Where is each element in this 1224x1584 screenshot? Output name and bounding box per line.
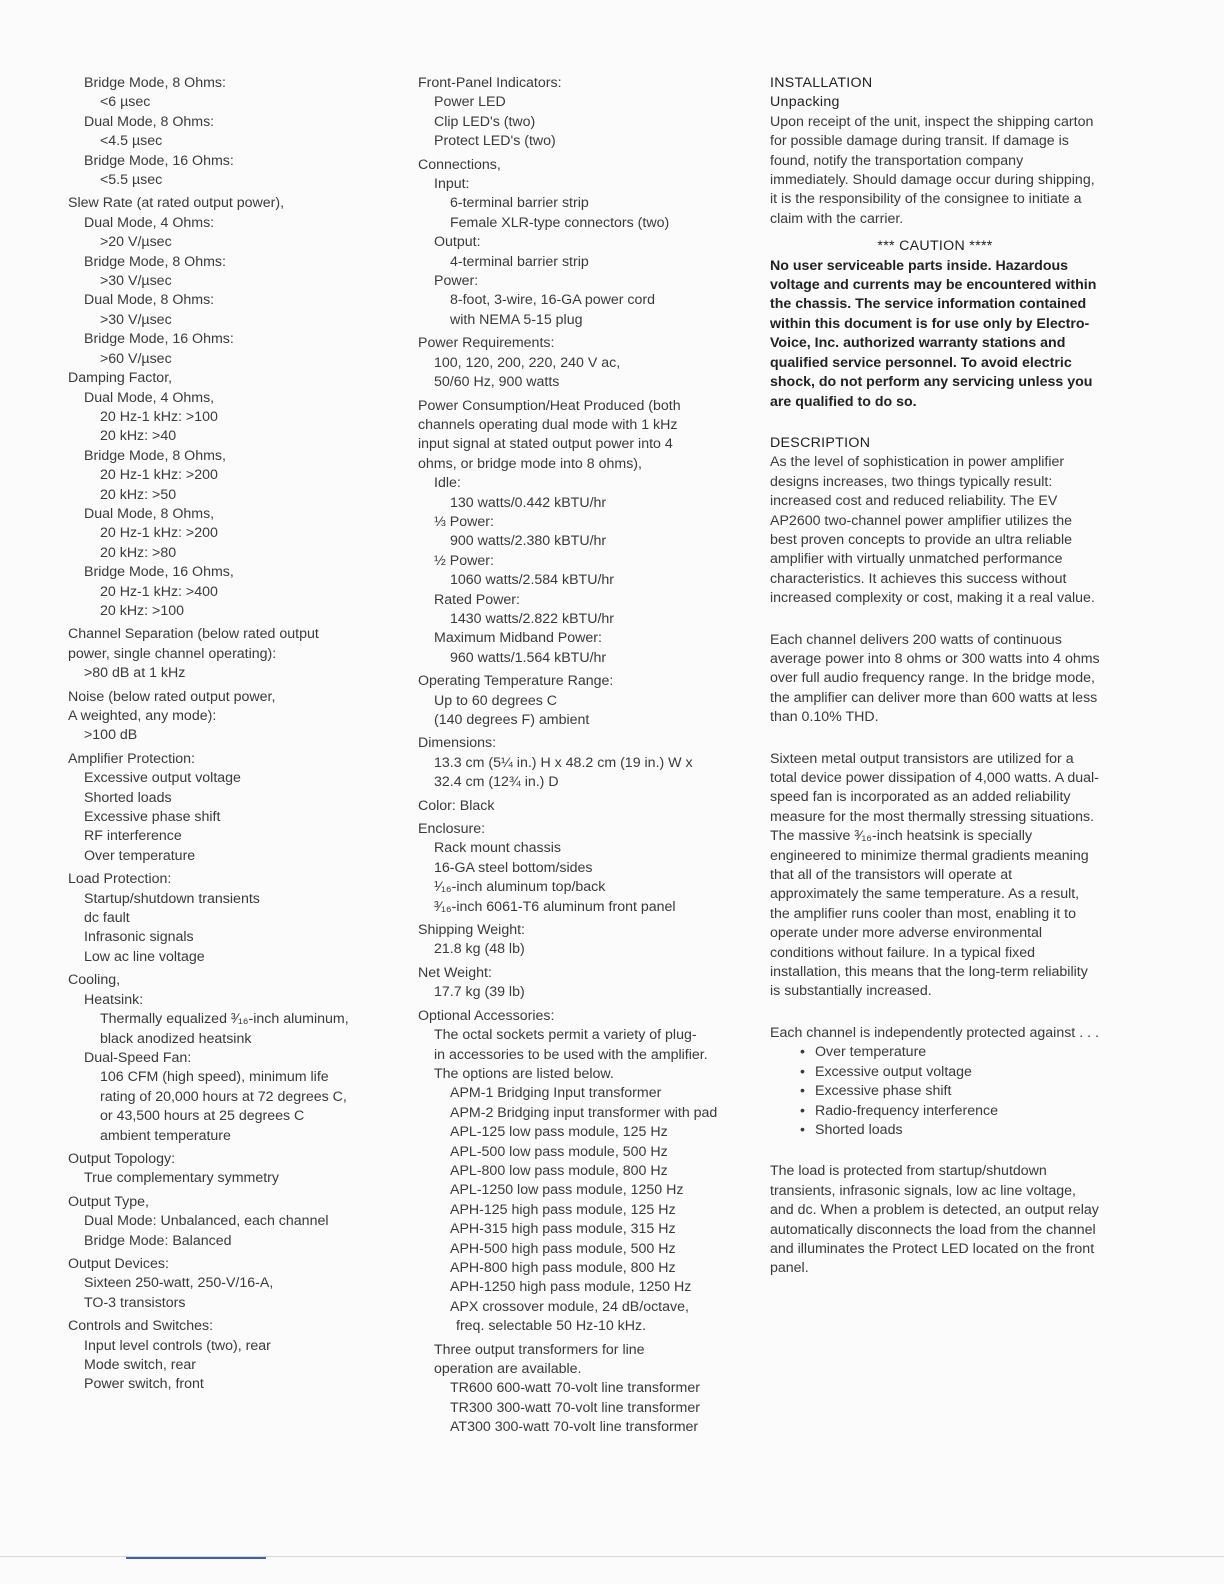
spec-line: Amplifier Protection: [68, 750, 195, 767]
spec-line: A weighted, any mode): [68, 708, 217, 724]
spec-line: APL-800 low pass module, 800 Hz [450, 1162, 668, 1179]
spec-line: Three output transformers for line [434, 1341, 645, 1358]
spec-line: TO-3 transistors [84, 1294, 186, 1311]
blue-underline-mark [126, 1557, 266, 1559]
spec-line: Shipping Weight: [418, 922, 526, 939]
spec-line: Protect LED's (two) [434, 133, 556, 150]
spec-line: 50/60 Hz, 900 watts [434, 374, 560, 391]
spec-line: 1430 watts/2.822 kBTU/hr [450, 610, 615, 627]
unpacking-text: Upon receipt of the unit, inspect the shipping carton for possible damage during transit. If damage is found, notify the transportation company immediately. Should damage occur during shipping, it is the responsibility of the consignee to initiate a claim with the carrier. [770, 113, 1095, 227]
spec-line: Dual Mode, 8 Ohms: [84, 113, 215, 130]
installation-description-column [770, 74, 1100, 1279]
spec-line: Bridge Mode, 16 Ohms, [84, 564, 234, 581]
spec-line: Rated Power: [434, 591, 520, 608]
list-item: • Over temperature [770, 1043, 1100, 1062]
spec-line: 20 Hz-1 kHz: >200 [100, 467, 218, 484]
spec-line: Dual Mode, 8 Ohms, [84, 505, 215, 522]
spec-line: Enclosure: [418, 821, 486, 838]
spec-line: APH-315 high pass module, 315 Hz [450, 1221, 676, 1238]
spec-line: APL-125 low pass module, 125 Hz [450, 1124, 668, 1141]
spec-line: or 43,500 hours at 25 degrees C [100, 1108, 305, 1125]
spec-line: 20 kHz: >80 [100, 544, 177, 561]
spec-line: 20 kHz: >100 [100, 602, 184, 619]
spec-column-1 [68, 74, 398, 1395]
spec-line: 17.7 kg (39 lb) [434, 984, 525, 1001]
description-paragraph-4: Each channel is independently protected against . . . [770, 1024, 1099, 1041]
spec-line: Dimensions: [418, 735, 497, 752]
spec-line: ambient temperature [100, 1127, 231, 1144]
spec-line: Female XLR-type connectors (two) [450, 214, 670, 231]
spec-line: Cooling, [68, 972, 121, 989]
spec-line: APL-1250 low pass module, 1250 Hz [450, 1182, 684, 1199]
description-paragraph-1: As the level of sophistication in power amplifier designs increases, two things typically result: increased cost and reduced reliability. The EV AP2600 two-channel power amplifier utilizes the best proven concepts to provide an ultra reliable amplifier with virtually unmatched performance characteristics. It achieves this success without increased complexity or cost, making it a real value. [770, 454, 1095, 607]
spec-line: operation are available. [434, 1361, 582, 1377]
spec-line: Bridge Mode, 16 Ohms: [84, 331, 234, 348]
spec-line: (140 degrees F) ambient [434, 712, 590, 728]
spec-line: 8-foot, 3-wire, 16-GA power cord [450, 292, 656, 309]
bullet-icon: • [800, 1083, 805, 1100]
list-item: • Radio-frequency interference [770, 1102, 1100, 1121]
spec-line: Dual-Speed Fan: [84, 1049, 192, 1066]
spec-line: power, single channel operating): [68, 645, 277, 662]
spec-line: Output Devices: [68, 1255, 169, 1272]
spec-line: Infrasonic signals [84, 929, 194, 946]
spec-line: 1060 watts/2.584 kBTU/hr [450, 572, 615, 589]
description-heading: DESCRIPTION [770, 434, 871, 451]
spec-line: Input level controls (two), rear [84, 1337, 271, 1354]
spec-line: Input: [434, 176, 470, 193]
spec-line: APM-1 Bridging Input transformer [450, 1085, 662, 1102]
spec-line: Power switch, front [84, 1376, 204, 1393]
spec-line: Dual Mode: Unbalanced, each channel [84, 1213, 329, 1230]
spec-line: input signal at stated output power into 4 [418, 436, 673, 453]
spec-line: Idle: [434, 475, 461, 492]
spec-line: APH-800 high pass module, 800 Hz [450, 1259, 676, 1276]
description-paragraph-2: Each channel delivers 200 watts of continuous average power into 8 ohms or 300 watts into 4 ohms over full audio frequency range. In the bridge mode, the amplifier can deliver more than 600 watts at less than 0.10% THD. [770, 631, 1100, 726]
spec-line: Thermally equalized ³⁄₁₆-inch aluminum, [100, 1011, 349, 1028]
spec-line: ¹⁄₁₆-inch aluminum top/back [434, 879, 606, 896]
spec-line: Startup/shutdown transients [84, 890, 260, 907]
spec-line: Slew Rate (at rated output power), [68, 195, 285, 212]
installation-heading: INSTALLATION [770, 75, 873, 91]
caution-text: No user serviceable parts inside. Hazardous voltage and currents may be encountered within the chassis. The service information contained within this document is for use only by Electro-Voice, Inc. authorized warranty stations and qualified service personnel. To avoid electric shock, do not perform any servicing unless you are qualified to do so. [770, 257, 1097, 410]
spec-line: ohms, or bridge mode into 8 ohms), [418, 455, 642, 472]
spec-line: Dual Mode, 4 Ohms: [84, 214, 215, 231]
spec-line: 4-terminal barrier strip [450, 253, 589, 270]
description-paragraph-3: Sixteen metal output transistors are utilized for a total device power dissipation of 4,000 watts. A dual-speed fan is incorporated as an added reliability measure for the most thermally stressing situations. The massive ³⁄₁₆-inch heatsink is specially engineered to minimize thermal gradients meaning that all of the transistors will operate at approximately the same temperature. As a result, the amplifier runs cooler than most, enabling it to operate under more adverse environmental conditions without failure. In a typical fixed installation, this means that the long-term reliability is substantially increased. [770, 750, 1099, 1000]
spec-line: The options are listed below. [434, 1065, 614, 1082]
spec-line: <5.5 µsec [100, 172, 163, 189]
spec-line: Power Requirements: [418, 335, 555, 352]
list-item: • Excessive phase shift [770, 1082, 1100, 1101]
spec-line: freq. selectable 50 Hz-10 kHz. [456, 1318, 647, 1335]
spec-line: 130 watts/0.442 kBTU/hr [450, 494, 607, 511]
spec-line: 6-terminal barrier strip [450, 195, 589, 212]
spec-line: with NEMA 5-15 plug [450, 311, 583, 328]
spec-line: 20 Hz-1 kHz: >400 [100, 583, 218, 600]
spec-line: Channel Separation (below rated output [68, 626, 319, 643]
bullet-icon: • [800, 1121, 805, 1138]
spec-line: <4.5 µsec [100, 133, 163, 150]
spec-line: Bridge Mode, 8 Ohms: [84, 75, 226, 91]
unpacking-heading: Unpacking [770, 94, 840, 111]
spec-line: Connections, [418, 156, 501, 173]
spec-line: APH-1250 high pass module, 1250 Hz [450, 1279, 692, 1296]
spec-line: 900 watts/2.380 kBTU/hr [450, 533, 607, 550]
spec-line: >100 dB [84, 727, 138, 744]
spec-line: 20 Hz-1 kHz: >100 [100, 408, 218, 425]
spec-line: Clip LED's (two) [434, 113, 536, 130]
spec-line: RF interference [84, 828, 182, 845]
spec-line: Front-Panel Indicators: [418, 75, 562, 91]
spec-line: 20 kHz: >50 [100, 486, 177, 503]
spec-line: 13.3 cm (5¼ in.) H x 48.2 cm (19 in.) W x [434, 754, 693, 771]
spec-line: Bridge Mode: Balanced [84, 1232, 232, 1249]
spec-line: Damping Factor, [68, 370, 173, 387]
spec-line: >80 dB at 1 kHz [84, 665, 186, 682]
spec-line: Load Protection: [68, 871, 172, 888]
spec-line: TR600 600-watt 70-volt line transformer [450, 1380, 700, 1397]
spec-line: Dual Mode, 4 Ohms, [84, 389, 215, 406]
spec-line: ½ Power: [434, 552, 494, 569]
spec-line: >60 V/µsec [100, 350, 172, 367]
spec-line: APL-500 low pass module, 500 Hz [450, 1143, 668, 1160]
spec-line: Rack mount chassis [434, 840, 561, 857]
protection-bullet-list [770, 1043, 1100, 1140]
spec-line: 21.8 kg (48 lb) [434, 941, 525, 958]
spec-line: Sixteen 250-watt, 250-V/16-A, [84, 1275, 274, 1292]
spec-line: AT300 300-watt 70-volt line transformer [450, 1419, 699, 1436]
spec-line: channels operating dual mode with 1 kHz [418, 416, 678, 433]
spec-line: Maximum Midband Power: [434, 630, 602, 647]
spec-line: Power: [434, 273, 479, 290]
spec-line: ⅓ Power: [434, 513, 494, 530]
spec-line: Controls and Switches: [68, 1318, 214, 1335]
spec-line: Dual Mode, 8 Ohms: [84, 292, 215, 309]
list-item: • Excessive output voltage [770, 1063, 1100, 1082]
spec-line: APM-2 Bridging input transformer with pad [450, 1104, 718, 1121]
spec-column-2 [418, 74, 748, 1438]
spec-line: 16-GA steel bottom/sides [434, 859, 593, 876]
spec-line: >20 V/µsec [100, 234, 172, 251]
spec-line: dc fault [84, 910, 130, 927]
spec-line: Heatsink: [84, 991, 144, 1008]
spec-line: 960 watts/1.564 kBTU/hr [450, 649, 607, 666]
spec-line: 106 CFM (high speed), minimum life [100, 1069, 329, 1086]
caution-heading: *** CAUTION **** [877, 238, 993, 255]
spec-line: Noise (below rated output power, [68, 688, 276, 705]
spec-line: Net Weight: [418, 964, 492, 981]
spec-line: ³⁄₁₆-inch 6061-T6 aluminum front panel [434, 898, 676, 915]
spec-line: APH-125 high pass module, 125 Hz [450, 1201, 676, 1218]
spec-line: Shorted loads [84, 789, 172, 806]
list-item: • Shorted loads [770, 1121, 1100, 1140]
bullet-icon: • [800, 1102, 805, 1119]
spec-line: Output: [434, 234, 481, 251]
spec-line: Operating Temperature Range: [418, 673, 614, 690]
spec-line: <6 µsec [100, 94, 151, 111]
spec-line: 20 Hz-1 kHz: >200 [100, 525, 218, 542]
spec-line: Output Topology: [68, 1150, 176, 1167]
spec-line: 100, 120, 200, 220, 240 V ac, [434, 354, 621, 371]
spec-line: Bridge Mode, 8 Ohms: [84, 253, 226, 270]
spec-line: 32.4 cm (12¾ in.) D [434, 774, 559, 791]
spec-line: Up to 60 degrees C [434, 692, 558, 709]
spec-line: >30 V/µsec [100, 311, 172, 328]
spec-line: TR300 300-watt 70-volt line transformer [450, 1399, 700, 1416]
spec-line: Excessive output voltage [84, 770, 241, 787]
spec-line: APX crossover module, 24 dB/octave, [450, 1298, 689, 1315]
spec-line: APH-500 high pass module, 500 Hz [450, 1240, 676, 1257]
spec-line: Output Type, [68, 1193, 149, 1210]
spec-line: Optional Accessories: [418, 1007, 555, 1024]
spec-line: Color: Black [418, 797, 495, 814]
spec-line: rating of 20,000 hours at 72 degrees C, [100, 1088, 347, 1105]
spec-line: >30 V/µsec [100, 273, 172, 290]
spec-line: 20 kHz: >40 [100, 428, 177, 445]
spec-line: Over temperature [84, 847, 196, 864]
spec-line: Mode switch, rear [84, 1357, 196, 1373]
spec-line: True complementary symmetry [84, 1170, 279, 1187]
spec-line: in accessories to be used with the amplifier. [434, 1046, 708, 1063]
spec-line: black anodized heatsink [100, 1030, 252, 1047]
description-paragraph-5: The load is protected from startup/shutdown transients, infrasonic signals, low ac line voltage, and dc. When a problem is detected, an output relay automatically disconnects the load from the channel and illuminates the Protect LED located on the front panel. [770, 1163, 1099, 1277]
spec-line: Excessive phase shift [84, 809, 221, 826]
spec-line: The octal sockets permit a variety of plug- [434, 1027, 697, 1044]
bullet-icon: • [800, 1063, 805, 1080]
spec-line: Power Consumption/Heat Produced (both [418, 397, 681, 414]
spec-line: Power LED [434, 94, 506, 111]
spec-line: Bridge Mode, 8 Ohms, [84, 447, 226, 464]
bullet-icon: • [800, 1044, 805, 1061]
spec-line: Bridge Mode, 16 Ohms: [84, 152, 234, 169]
spec-line: Low ac line voltage [84, 948, 205, 965]
